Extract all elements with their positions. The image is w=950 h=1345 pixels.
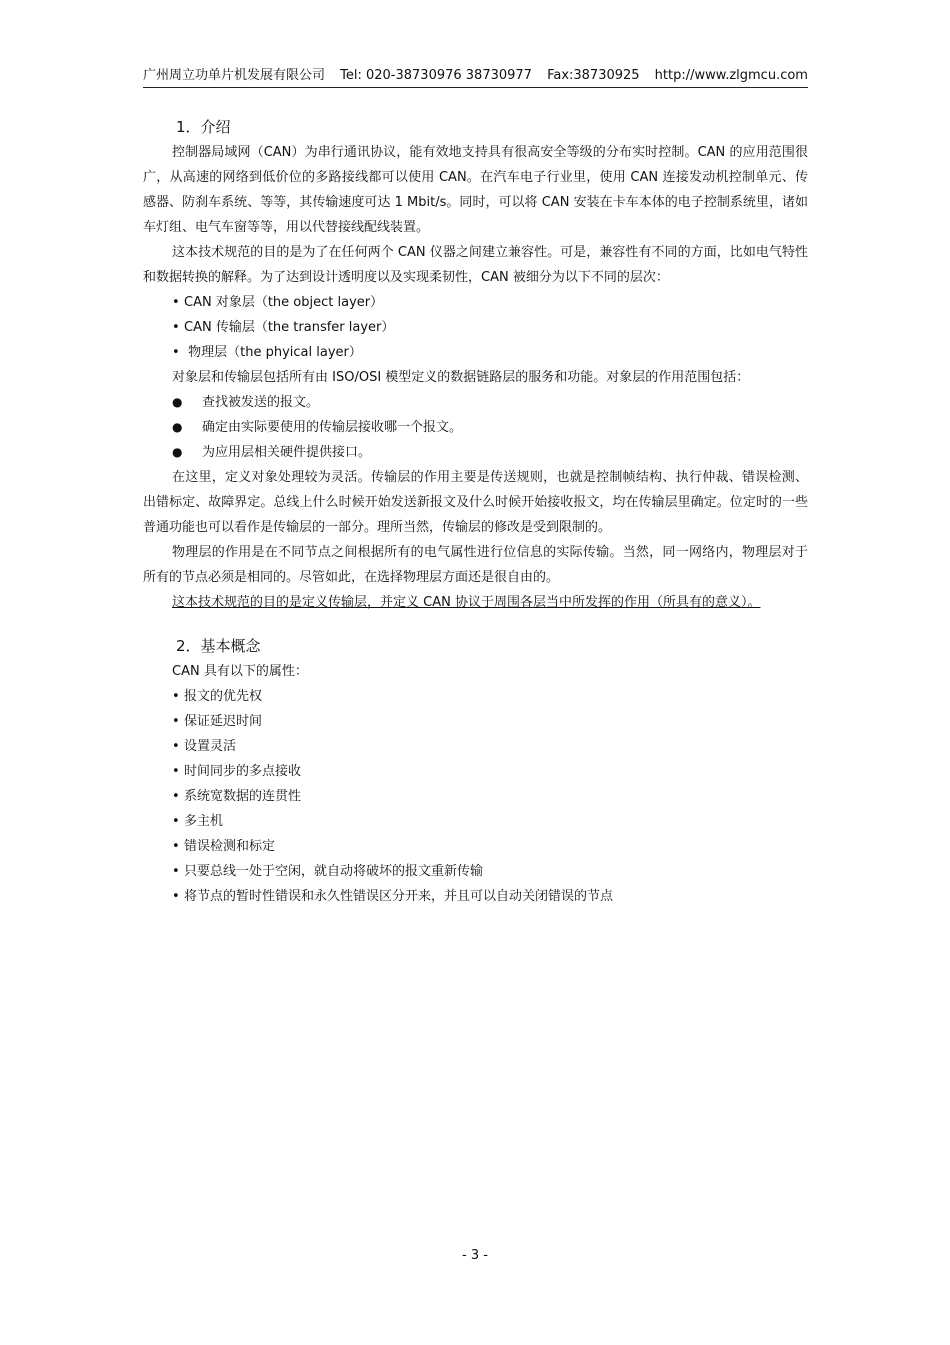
list-item: • 只要总线一处于空闲，就自动将破坏的报文重新传输	[143, 859, 808, 884]
list-item: • 将节点的暂时性错误和永久性错误区分开来，并且可以自动关闭错误的节点	[143, 884, 808, 909]
bullet-icon: •	[172, 320, 180, 335]
page-number: - 3 -	[462, 1248, 488, 1263]
list-item: • 系统宽数据的连贯性	[143, 784, 808, 809]
list-item: • 错误检测和标定	[143, 834, 808, 859]
bullet-icon: •	[172, 345, 180, 360]
list-item: • 报文的优先权	[143, 684, 808, 709]
bullet-icon: •	[172, 814, 180, 829]
page-header	[143, 66, 808, 88]
header-company: 广州周立功单片机发展有限公司	[143, 68, 326, 83]
list-item: • 设置灵活	[143, 734, 808, 759]
list-item: ● 查找被发送的报文。	[143, 390, 808, 415]
bullet-icon: •	[172, 839, 180, 854]
list-item: • 保证延迟时间	[143, 709, 808, 734]
layer-list	[143, 290, 808, 365]
list-item: • CAN 传输层（the transfer layer）	[143, 315, 808, 340]
header-fax: Fax:38730925	[547, 68, 640, 83]
bullet-icon: •	[172, 889, 180, 904]
bullet-icon: •	[172, 864, 180, 879]
list-item: ● 为应用层相关硬件提供接口。	[143, 440, 808, 465]
bullet-icon: •	[172, 764, 180, 779]
list-item: ● 确定由实际要使用的传输层接收哪一个报文。	[143, 415, 808, 440]
section-1-title: 1．介绍	[176, 118, 231, 136]
section-1-paragraph-2: 这本技术规范的目的是为了在任何两个 CAN 仪器之间建立兼容性。可是，兼容性有不同的方面，比如电气特性和数据转换的解释。为了达到设计透明度以及实现柔韧性，CAN 被细分为以下不同的层次：	[143, 245, 808, 285]
bullet-icon: •	[172, 714, 180, 729]
list-item: • 时间同步的多点接收	[143, 759, 808, 784]
object-function-list	[143, 390, 808, 465]
section-1-paragraph-3: 对象层和传输层包括所有由 ISO/OSI 模型定义的数据链路层的服务和功能。对象层的作用范围包括：	[172, 370, 750, 385]
filled-circle-bullet-icon: ●	[172, 445, 183, 459]
section-2-intro: CAN 具有以下的属性：	[172, 664, 308, 679]
section-spacer	[143, 615, 808, 633]
property-list	[143, 684, 808, 909]
bullet-icon: •	[172, 739, 180, 754]
list-item: • CAN 对象层（the object layer）	[143, 290, 808, 315]
list-item: • 多主机	[143, 809, 808, 834]
filled-circle-bullet-icon: ●	[172, 420, 183, 434]
header-tel: Tel: 020-38730976 38730977	[340, 68, 532, 83]
bullet-icon: •	[172, 789, 180, 804]
section-1-paragraph-5: 物理层的作用是在不同节点之间根据所有的电气属性进行位信息的实际传输。当然，同一网络内，物理层对于所有的节点必须是相同的。尽管如此，在选择物理层方面还是很自由的。	[143, 545, 808, 585]
filled-circle-bullet-icon: ●	[172, 395, 183, 409]
section-2-title: 2．基本概念	[176, 637, 261, 655]
header-url[interactable]: http://www.zlgmcu.com	[654, 68, 808, 83]
section-1-paragraph-4: 在这里，定义对象处理较为灵活。传输层的作用主要是传送规则，也就是控制帧结构、执行仲裁、错误检测、出错标定、故障界定。总线上什么时候开始发送新报文及什么时候开始接收报文，均在传输层里确定。位定时的一些普通功能也可以看作是传输层的一部分。理所当然，传输层的修改是受到限制的。	[143, 470, 808, 535]
bullet-icon: •	[172, 689, 180, 704]
bullet-icon: •	[172, 295, 180, 310]
section-1-paragraph-6: 这本技术规范的目的是定义传输层，并定义 CAN 协议于周围各层当中所发挥的作用（所具有的意义）。	[172, 595, 761, 610]
section-1-paragraph-1: 控制器局域网（CAN）为串行通讯协议，能有效地支持具有很高安全等级的分布实时控制。CAN 的应用范围很广，从高速的网络到低价位的多路接线都可以使用 CAN。在汽车电子行业里，使用 CAN 连接发动机控制单元、传感器、防刹车系统、等等，其传输速度可达 1 Mbit/s。同时，可以将 CAN 安装在卡车本体的电子控制系统里，诸如车灯组、电气车窗等等，用以代替接线配线装置。	[143, 145, 808, 235]
list-item: • 物理层（the phyical layer）	[143, 340, 808, 365]
page-body	[143, 114, 808, 909]
